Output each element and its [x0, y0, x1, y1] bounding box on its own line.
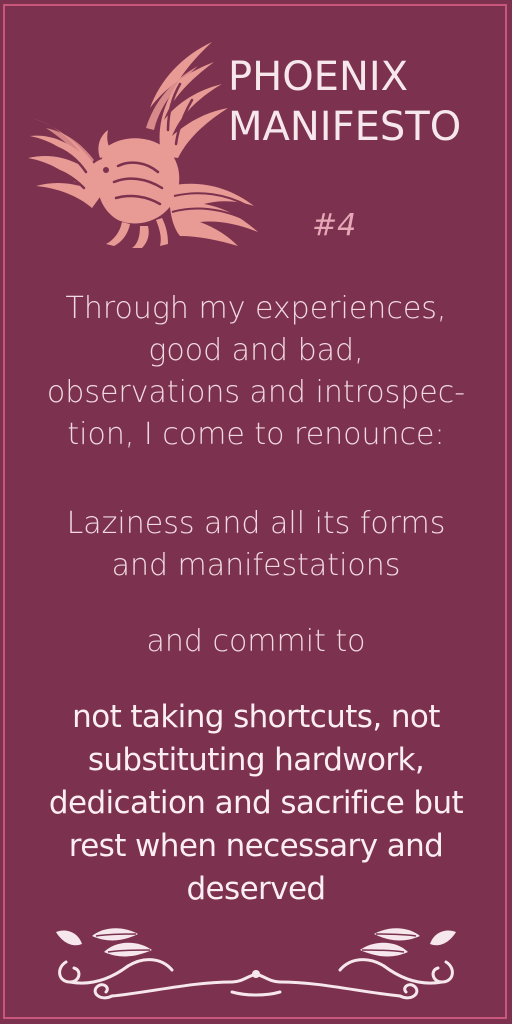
manifesto-number: #4	[312, 208, 357, 243]
commitment-line: dedication and sacrifice but	[48, 785, 464, 821]
floral-ornament-icon	[52, 922, 460, 1006]
intro-paragraph	[0, 288, 512, 456]
intro-line: Through my experiences,	[65, 291, 447, 326]
commitment-line: deserved	[186, 871, 326, 907]
renounce-line: and manifestations	[111, 548, 401, 583]
title-line-1: PHOENIX	[228, 54, 409, 100]
commitment-line: rest when necessary and	[68, 828, 444, 864]
commit-label: and commit to	[146, 624, 366, 659]
renounce-paragraph	[0, 503, 512, 587]
intro-line: good and bad,	[148, 333, 364, 368]
intro-line: tion, I come to renounce:	[67, 417, 445, 452]
commitment-line: substituting hardwork,	[87, 742, 425, 778]
title-line-2: MANIFESTO	[228, 104, 462, 150]
page-title	[228, 52, 498, 152]
commitment-line: not taking shortcuts, not	[72, 699, 440, 735]
commitment-paragraph	[0, 696, 512, 911]
intro-line: observations and introspec-	[46, 375, 466, 410]
renounce-line: Laziness and all its forms	[66, 506, 446, 541]
